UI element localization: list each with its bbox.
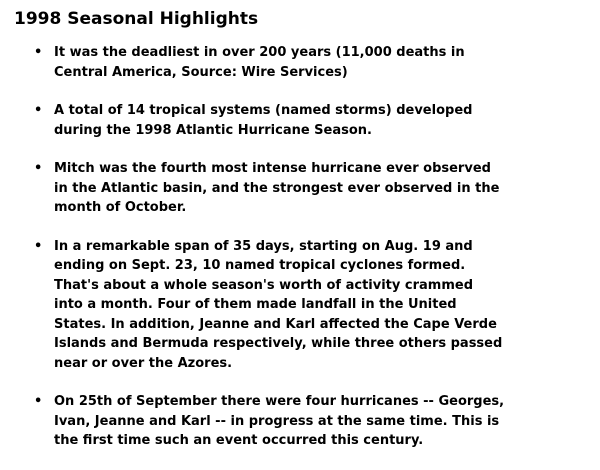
list-item-text: Central America, Source: Wire Services) xyxy=(54,64,348,80)
list-item-text: That's about a whole season's worth of activity crammed xyxy=(54,277,474,293)
list-item xyxy=(30,392,570,451)
list-item-text: Mitch was the fourth most intense hurricane ever observed xyxy=(54,161,491,176)
bullet-icon: • xyxy=(34,394,43,409)
bullet-icon: • xyxy=(34,238,43,254)
list-item xyxy=(30,101,570,140)
bullet-icon: • xyxy=(34,161,43,176)
list-item-text: In a remarkable span of 35 days, starting on Aug. 19 and xyxy=(54,238,473,254)
list-item-text: A total of 14 tropical systems (named storms) developed xyxy=(54,103,473,118)
list-item xyxy=(30,159,570,218)
list-item-text: Islands and Bermuda respectively, while three others passed xyxy=(54,336,503,351)
bullet-icon: • xyxy=(34,45,43,60)
list-item-text: It was the deadliest in over 200 years (11,000 deaths in xyxy=(54,45,465,60)
list-item-text: On 25th of September there were four hurricanes -- Georges, xyxy=(54,394,505,409)
list-item-text: month of October. xyxy=(54,200,187,215)
page-title: 1998 Seasonal Highlights xyxy=(14,9,259,29)
bullet-icon: • xyxy=(34,103,43,118)
list-item-text: into a month. Four of them made landfall in the United xyxy=(54,297,457,312)
list-item-text: the first time such an event occurred this century. xyxy=(54,433,424,448)
list-item xyxy=(30,237,570,374)
list-item-text: States. In addition, Jeanne and Karl affected the Cape Verde xyxy=(54,316,497,332)
list-item-text: during the 1998 Atlantic Hurricane Season. xyxy=(54,122,372,138)
highlights-list xyxy=(30,43,570,470)
list-item-text: near or over the Azores. xyxy=(54,355,233,371)
list-item-text: ending on Sept. 23, 10 named tropical cyclones formed. xyxy=(54,258,466,273)
list-item xyxy=(30,43,570,82)
list-item-text: Ivan, Jeanne and Karl -- in progress at the same time. This is xyxy=(54,413,500,429)
list-item-text: in the Atlantic basin, and the strongest ever observed in the xyxy=(54,180,500,196)
